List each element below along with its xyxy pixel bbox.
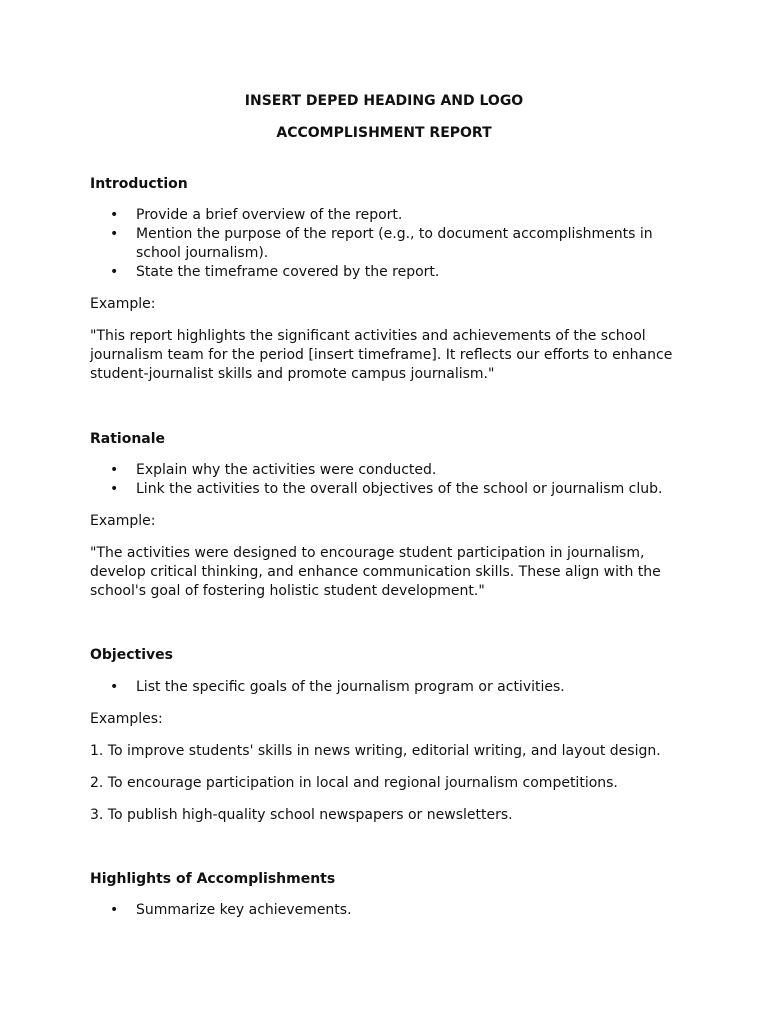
- list-item: [110, 480, 680, 499]
- list-item: [110, 206, 680, 225]
- list-item: [110, 461, 680, 480]
- example-label: Example:: [90, 296, 156, 312]
- bullet-text: State the timeframe covered by the report.: [136, 264, 440, 280]
- bullet-icon: •: [110, 226, 119, 242]
- list-item: [110, 225, 680, 263]
- numbered-item: 2. To encourage participation in local and regional journalism competitions.: [90, 775, 618, 791]
- numbered-item: 3. To publish high-quality school newspapers or newsletters.: [90, 807, 513, 823]
- bullet-icon: •: [110, 462, 119, 478]
- example-text: "The activities were designed to encourage student participation in journalism, develop critical thinking, and enhance communication skills. These align with the school's goal of fostering holistic student development.": [90, 545, 661, 599]
- section-title-introduction: Introduction: [90, 176, 188, 192]
- section-title-objectives: Objectives: [90, 647, 173, 663]
- bullet-text: List the specific goals of the journalism program or activities.: [136, 679, 565, 695]
- examples-label: Examples:: [90, 711, 163, 727]
- section-title-rationale: Rationale: [90, 431, 166, 447]
- section-title-highlights: Highlights of Accomplishments: [90, 871, 336, 887]
- bullet-text: Explain why the activities were conducted.: [136, 462, 437, 478]
- deped-heading-placeholder: INSERT DEPED HEADING AND LOGO: [244, 93, 524, 109]
- bullet-icon: •: [110, 481, 119, 497]
- bullet-text: Mention the purpose of the report (e.g., to document accomplishments in school journalism).: [136, 226, 653, 261]
- list-item: [110, 901, 680, 920]
- bullet-icon: •: [110, 207, 119, 223]
- example-text: "This report highlights the significant activities and achievements of the school journalism team for the period [insert timeframe]. It reflects our efforts to enhance student-journalist skills and promote campus journalism.": [90, 328, 673, 382]
- bullet-text: Provide a brief overview of the report.: [136, 207, 403, 223]
- numbered-item: 1. To improve students' skills in news writing, editorial writing, and layout design.: [90, 743, 661, 759]
- bullet-icon: •: [110, 902, 119, 918]
- bullet-icon: •: [110, 264, 119, 280]
- bullet-icon: •: [110, 679, 119, 695]
- list-item: [110, 678, 680, 697]
- bullet-text: Link the activities to the overall objectives of the school or journalism club.: [136, 481, 663, 497]
- bullet-text: Summarize key achievements.: [136, 902, 352, 918]
- document-title: ACCOMPLISHMENT REPORT: [276, 125, 492, 141]
- example-label: Example:: [90, 513, 156, 529]
- list-item: [110, 263, 680, 282]
